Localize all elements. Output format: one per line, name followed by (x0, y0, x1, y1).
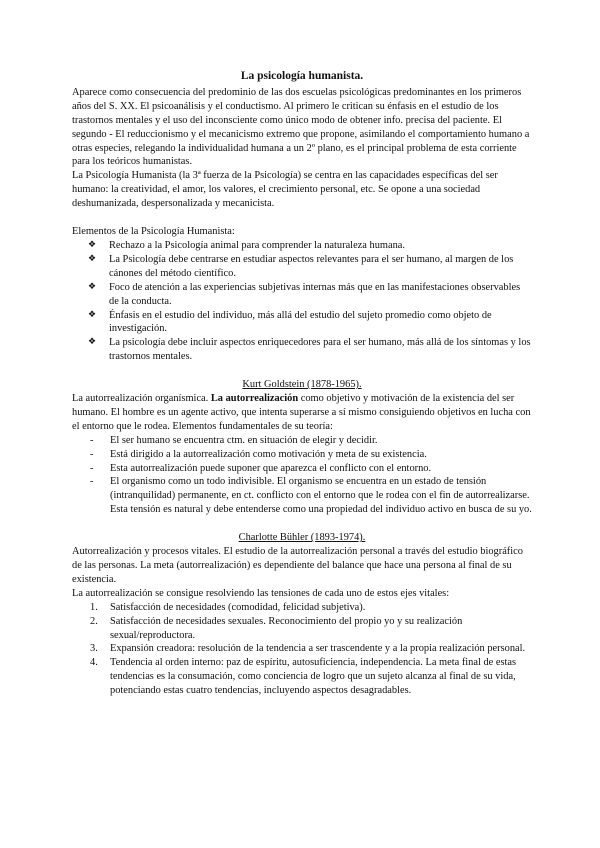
goldstein-heading: Kurt Goldstein (1878-1965). (242, 379, 362, 391)
list-item: ❖ La psicología debe incluir aspectos enriquecedores para el ser humano, más allá de los síntomas y los trastornos mentales. (88, 337, 531, 363)
goldstein-list (72, 434, 532, 517)
document-title: La psicología humanista. (240, 70, 364, 82)
intro-paragraph-1: Aparece como consecuencia del predominio de las dos escuelas psicológicas predominantes en los primeros años del S. XX. El psicoanálisis y el conductismo. Al primero le critican su énfasis en el estudio de los trastornos mentales y el uso del inconsciente como único modo de obtener info. precisa del paciente. El segundo - El reduccionismo y el mecanicismo extremo que propone, asimilando el comportamiento humano a otras especies, relegando la individualidad humana a un 2º plano, es el principal problema de esta corriente para los teóricos humanistas. (72, 86, 530, 168)
buhler-paragraph-2: La autorrealización se consigue resolviendo las tensiones de cada uno de estos ejes vitales: (72, 587, 450, 599)
list-number: 4. (90, 657, 98, 669)
list-item: 1. Satisfacción de necesidades (comodidad, felicidad subjetiva). (90, 601, 366, 613)
buhler-heading: Charlotte Bühler (1893-1974). (238, 532, 366, 544)
list-item: - Está dirigido a la autorrealización como motivación y meta de su existencia. (90, 448, 427, 460)
diamond-bullet-icon: ❖ (88, 337, 97, 348)
elements-list (72, 239, 532, 364)
dash-bullet: - (90, 462, 94, 474)
list-item: ❖ Énfasis en el estudio del individuo, más allá del estudio del sujeto promedio como objeto de investigación. (88, 309, 492, 335)
list-number: 1. (90, 601, 98, 613)
document-page (72, 70, 532, 698)
list-item: ❖ Rechazo a la Psicología animal para comprender la naturaleza humana. (88, 239, 405, 251)
list-item: - Esta autorrealización puede suponer que aparezca el conflicto con el entorno. (90, 462, 432, 474)
list-item: 4. Tendencia al orden interno: paz de espíritu, autosuficiencia, independencia. La meta final de estas tendencias es la consumación, como conciencia de logro que un sujeto alcanza al final de su vida, potenciando estas cuatro tendencias, incluyendo aspectos desagradables. (90, 657, 517, 697)
dash-bullet: - (90, 434, 94, 446)
goldstein-paragraph: La autorrealización organísmica. La autorrealización como objetivo y motivación de la existencia del ser humano. El hombre es un agente activo, que intenta superarse a sí mismo consiguiendo objetivos en lucha con el entorno que le rodea. Elementos fundamentales de su teoría: (72, 393, 531, 432)
bold-term: La autorrealización (210, 393, 299, 405)
diamond-bullet-icon: ❖ (88, 239, 97, 250)
dash-bullet: - (90, 476, 94, 488)
spacer (72, 211, 532, 225)
list-item: ❖ La Psicología debe centrarse en estudiar aspectos relevantes para el ser humano, al margen de los cánones del método científico. (88, 253, 514, 279)
buhler-list (72, 601, 532, 698)
diamond-bullet-icon: ❖ (88, 253, 97, 264)
list-item: 3. Expansión creadora: resolución de la tendencia a ser trascendente y a la propia realización personal. (90, 643, 526, 655)
elements-heading: Elementos de la Psicología Humanista: (72, 226, 235, 238)
list-item: - El ser humano se encuentra ctm. en situación de elegir y decidir. (90, 434, 378, 446)
list-item: ❖ Foco de atención a las experiencias subjetivas internas más que en las manifestaciones observables de la conducta. (88, 281, 521, 307)
spacer (72, 364, 532, 378)
list-item: 2. Satisfacción de necesidades sexuales. Reconocimiento del propio yo y su realización sexual/reproductora. (90, 615, 463, 641)
spacer (72, 517, 532, 531)
diamond-bullet-icon: ❖ (88, 309, 97, 320)
buhler-paragraph-1: Autorrealización y procesos vitales. El estudio de la autorrealización personal a través del estudio biográfico de las personas. La meta (autorrealización) es dependiente del balance que hace una persona al final de su existencia. (72, 546, 523, 585)
dash-bullet: - (90, 448, 94, 460)
list-number: 2. (90, 615, 98, 627)
intro-paragraph-2: La Psicología Humanista (la 3ª fuerza de la Psicología) se centra en las capacidades específicas del ser humano: la creatividad, el amor, los valores, el crecimiento personal, etc. Se opone a una sociedad deshumanizada, despersonalizada y mecanicista. (72, 170, 498, 210)
list-number: 3. (90, 643, 98, 655)
list-item: - El organismo como un todo indivisible. El organismo se encuentra en un estado de tensión (intranquilidad) permanente, en ct. conflicto con el entorno que le rodea con el fin de autorrealizarse. Esta tensión es natural y debe entenderse como una propiedad del individuo activo en busca de su yo. (90, 476, 532, 516)
diamond-bullet-icon: ❖ (88, 281, 97, 292)
